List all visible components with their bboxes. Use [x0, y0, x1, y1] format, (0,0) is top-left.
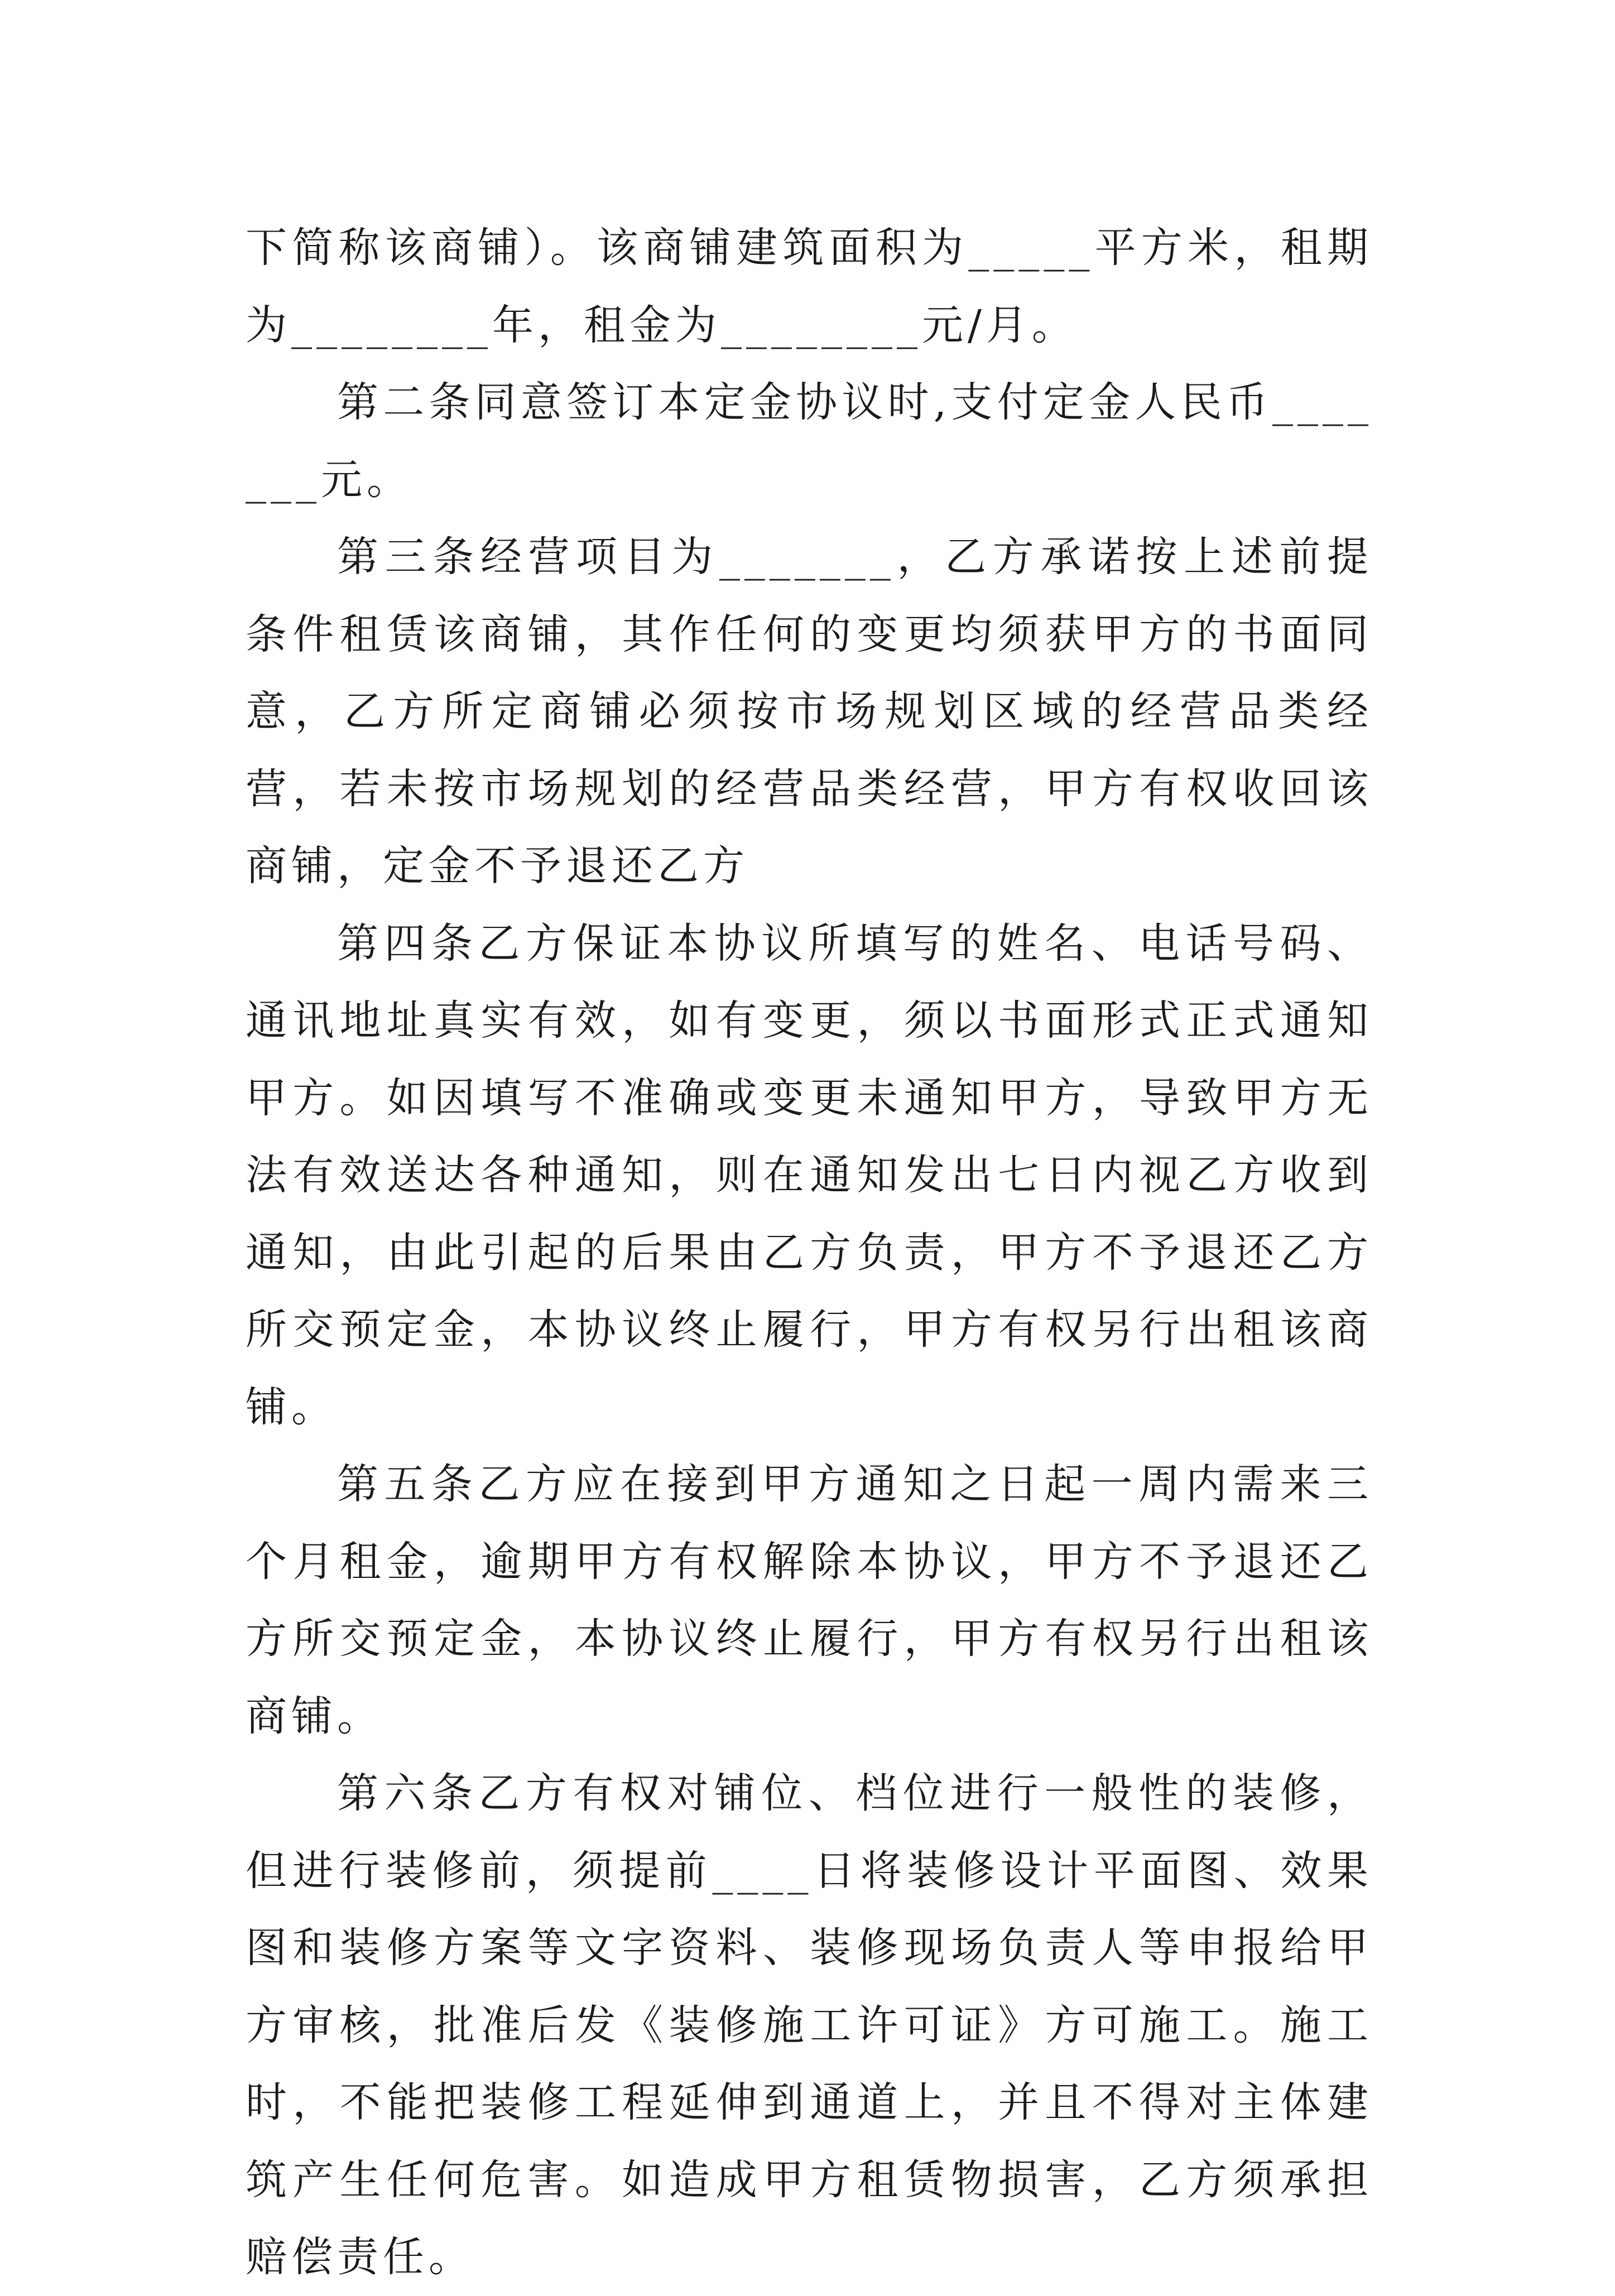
paragraph-lease-terms: 下简称该商铺）。该商铺建筑面积为_____平方米，租期为________年，租金为________元/月。: [246, 224, 1373, 349]
paragraph-article-4: 第四条乙方保证本协议所填写的姓名、电话号码、通讯地址真实有效，如有变更，须以书面形式正式通知甲方。如因填写不准确或变更未通知甲方，导致甲方无法有效送达各种通知，则在通知发出七日内视乙方收到通知，由此引起的后果由乙方负责，甲方不予退还乙方所交预定金，本协议终止履行，甲方有权另行出租该商铺。: [246, 919, 1373, 1431]
paragraph-article-6: 第六条乙方有权对铺位、档位进行一般性的装修，但进行装修前，须提前____日将装修设计平面图、效果图和装修方案等文字资料、装修现场负责人等申报给甲方审核，批准后发《装修施工许可证》方可施工。施工时，不能把装修工程延伸到通道上，并且不得对主体建筑产生任何危害。如造成甲方租赁物损害，乙方须承担赔偿责任。: [246, 1769, 1373, 2281]
paragraph-article-5: 第五条乙方应在接到甲方通知之日起一周内需来三个月租金，逾期甲方有权解除本协议，甲方不予退还乙方所交预定金，本协议终止履行，甲方有权另行出租该商铺。: [246, 1460, 1373, 1740]
paragraph-article-2: 第二条同意签订本定金协议时,支付定金人民币_______元。: [246, 378, 1373, 504]
document-body: [246, 209, 1373, 2296]
paragraph-article-3: 第三条经营项目为_______，乙方承诺按上述前提条件租赁该商铺，其作任何的变更均须获甲方的书面同意，乙方所定商铺必须按市场规划区域的经营品类经营，若未按市场规划的经营品类经营，甲方有权收回该商铺，定金不予退还乙方: [246, 533, 1373, 890]
